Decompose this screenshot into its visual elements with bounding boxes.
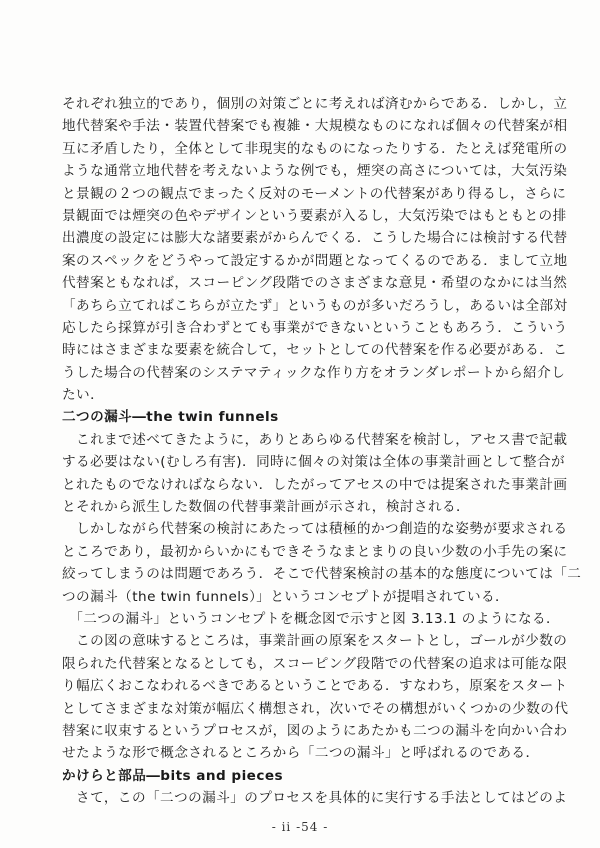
text-line: うした場合の代替案のシステマティックな作り方をオランダレポートから紹介し — [62, 364, 566, 381]
page-number: - ii -54 - — [271, 820, 329, 834]
text-line: せたような形で概念されるところから「二つの漏斗」と呼ばれるのである． — [62, 745, 540, 762]
text-line: たい． — [62, 387, 105, 404]
section-heading-bits-and-pieces: かけらと部品―bits and pieces — [62, 767, 284, 784]
text-line: しかしながら代替案の検討にあたっては積極的かつ創造的な姿勢が要求される — [62, 521, 568, 538]
text-line: する必要はない(むしろ有害)．同時に個々の対策は全体の事業計画として整合が — [62, 454, 566, 471]
text-line: この図の意味するところは，事業計画の原案をスタートとし，ゴールが少数の — [62, 633, 568, 650]
text-line: 替案に収束するというプロセスが，図のようにあたかも二つの漏斗を向かい合わ — [62, 722, 568, 739]
document-body — [62, 93, 582, 810]
text-line: と景観の２つの観点でまったく反対のモーメントの代替案があり得るし，さらに — [62, 185, 567, 202]
text-line: 地代替案や手法・装置代替案でも複雑・大規模なものになれば個々の代替案が相 — [62, 118, 568, 135]
text-line: 「二つの漏斗」というコンセプトを概念図で示すと図 3.13.1 のようになる． — [62, 610, 561, 627]
paragraph-6 — [62, 787, 568, 809]
text-line: 景観面では煙突の色やデザインという要素が入るし，大気汚染ではもともとの排 — [62, 207, 567, 224]
text-line: り幅広くおこなわれるべきであるということである．すなわち，原案をスタート — [62, 678, 568, 695]
text-line: 応したら採算が引き合わずとても事業ができないということもあろう．こういう — [62, 319, 568, 336]
text-line: 「あちら立てればこちらが立たず」というものが多いだろうし，あるいは全部対 — [62, 297, 568, 314]
text-line: 案のスペックをどうやって設定するかが問題となってくるのである．まして立地 — [62, 252, 568, 269]
text-line: とそれから派生した数個の代替事業計画が示され，検討される． — [62, 499, 471, 516]
text-line: ところであり，最初からいかにもできそうなまとまりの良い少数の小手先の案に — [62, 543, 568, 560]
text-line: 時にはさまざまな要素を統合して，セットとしての代替案を作る必要がある．こ — [62, 342, 568, 359]
text-line: 出濃度の設定には膨大な諸要素がからんでくる．こうした場合には検討する代替 — [62, 230, 568, 247]
text-line: それぞれ独立的であり，個別の対策ごとに考えれば済むからである．しかし，立 — [62, 96, 568, 112]
text-line: 互に矛盾したり，全体として非現実的なものになったりする．たとえば発電所の — [62, 140, 568, 157]
text-line: 絞ってしまうのは問題であろう．そこで代替案検討の基本的な態度については「二 — [62, 566, 582, 583]
text-line: ような通常立地代替を考えないような例でも，煙突の高さについては，大気汚染 — [62, 163, 568, 180]
paragraph-4 — [62, 608, 561, 630]
text-line: 限られた代替案となるとしても，スコーピング段階での代替案の追求は可能な限 — [62, 655, 568, 672]
section-heading-twin-funnels: 二つの漏斗―the twin funnels — [62, 409, 279, 426]
paragraph-3 — [62, 518, 582, 608]
text-line: 代替案ともなれば，スコーピング段階でのさまざまな意見・希望のなかには当然 — [62, 275, 568, 292]
text-line: これまで述べてきたように，ありとあらゆる代替案を検討し，アセス書で記載 — [62, 431, 568, 448]
text-line: つの漏斗（the twin funnels）」というコンセプトが提唱されている． — [62, 588, 510, 605]
text-line: とれたものでなければならない．したがってアセスの中では提案された事業計画 — [62, 476, 568, 493]
text-line: さて，この「二つの漏斗」のプロセスを具体的に実行する手法としてはどのよ — [62, 790, 568, 807]
paragraph-2 — [62, 429, 568, 519]
paragraph-5 — [62, 630, 569, 764]
text-line: としてさまざまな対策が幅広く構想され，次いでその構想がいくつかの少数の代 — [62, 700, 569, 717]
paragraph-1 — [62, 93, 568, 406]
